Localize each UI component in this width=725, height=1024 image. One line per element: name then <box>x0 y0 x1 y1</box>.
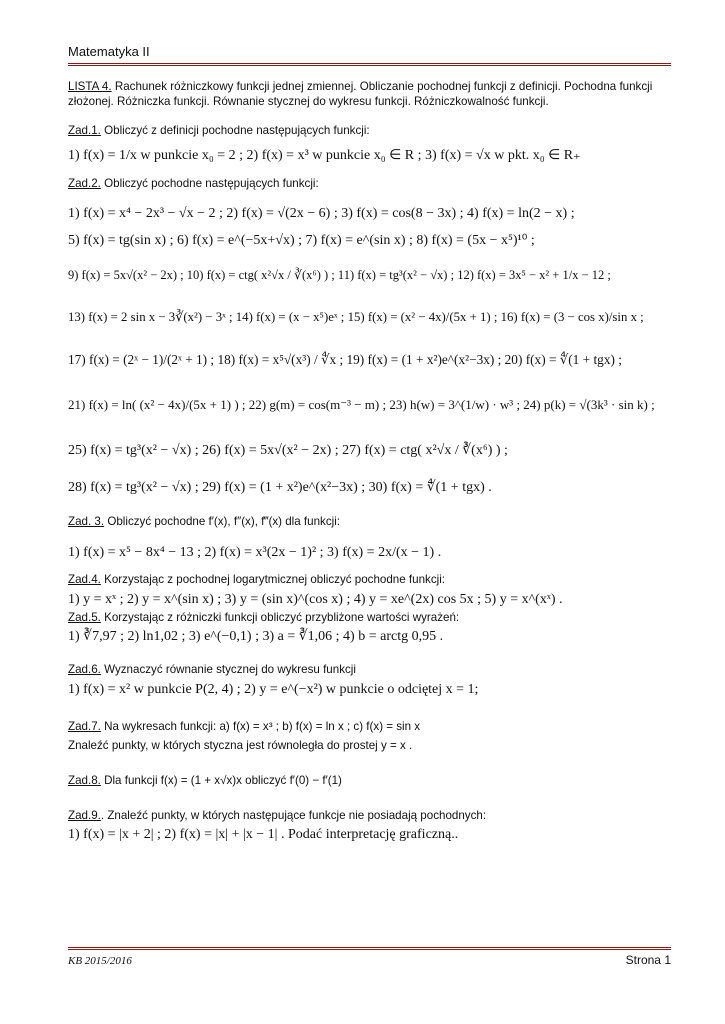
page-number: Strona 1 <box>625 953 671 967</box>
zad8-heading <box>68 773 673 788</box>
zad2-line-1: 1) f(x) = x⁴ − 2x³ − √x − 2 ; 2) f(x) = √(2x − 6) ; 3) f(x) = cos(8 − 3x) ; 4) f(x) = ln(2 − x) ; <box>68 206 575 221</box>
zad9-heading <box>68 808 673 823</box>
zad2-line-5: 17) f(x) = (2ˣ − 1)/(2ˣ + 1) ; 18) f(x) = x⁵√(x³) / ∜x ; 19) f(x) = (1 + x²)e^(x²−3x) ; 20) f(x) = ∜(1 + tgx) ; <box>68 352 622 367</box>
zad1-label: Zad.1. <box>68 124 101 137</box>
zad8-text: Dla funkcji f(x) = (1 + x√x)x obliczyć f′(0) − f′(1) <box>104 774 342 787</box>
zad1-heading <box>68 123 673 138</box>
header-rule <box>68 63 671 66</box>
zad4-line: 1) y = xˣ ; 2) y = x^(sin x) ; 3) y = (sin x)^(cos x) ; 4) y = xe^(2x) cos 5x ; 5) y = x^(xˣ) . <box>68 592 563 607</box>
zad2-line-4: 13) f(x) = 2 sin x − 3∛(x²) − 3ˣ ; 14) f(x) = (x − x⁵)eˣ ; 15) f(x) = (x² − 4x)/(5x + 1) ; 16) f(x) = (3 − cos x)/sin x ; <box>68 310 644 324</box>
intro <box>68 79 673 109</box>
zad9-line: 1) f(x) = |x + 2| ; 2) f(x) = |x| + |x − 1| . Podać interpretację graficzną.. <box>68 827 459 842</box>
zad7-text: Na wykresach funkcji: a) f(x) = x³ ; b) f(x) = ln x ; c) f(x) = sin x <box>104 720 421 733</box>
zad5-heading <box>68 610 673 625</box>
zad6-label: Zad.6. <box>68 663 101 676</box>
zad2-line-7: 25) f(x) = tg³(x² − √x) ; 26) f(x) = 5x√(x² − 2x) ; 27) f(x) = ctg( x²√x / ∛(x⁶) ) ; <box>68 443 508 458</box>
footer-rule <box>68 947 671 950</box>
zad2-label: Zad.2. <box>68 177 101 190</box>
intro-text: Rachunek różniczkowy funkcji jednej zmiennej. Obliczanie pochodnej funkcji z definicji. Pochodna funkcji złożonej. Różniczka funkcji. Równanie stycznej do wykresu funkcji. Różniczkowalność funkcji. <box>68 80 653 108</box>
zad1-text: Obliczyć z definicji pochodne następujących funkcji: <box>104 124 370 137</box>
zad5-text: Korzystając z różniczki funkcji obliczyć przybliżone wartości wyrażeń: <box>104 611 460 624</box>
zad2-line-3: 9) f(x) = 5x√(x² − 2x) ; 10) f(x) = ctg( x²√x / ∛(x⁶) ) ; 11) f(x) = tg³(x² − √x) ; 12) f(x) = 3x⁵ − x² + 1/x − 12 ; <box>68 268 611 282</box>
zad5-line: 1) ∛7,97 ; 2) ln1,02 ; 3) e^(−0,1) ; 3) a = ∛1,06 ; 4) b = arctg 0,95 . <box>68 629 444 644</box>
zad4-text: Korzystając z pochodnej logarytmicznej obliczyć pochodne funkcji: <box>104 573 446 586</box>
zad3-line: 1) f(x) = x⁵ − 8x⁴ − 13 ; 2) f(x) = x³(2x − 1)² ; 3) f(x) = 2x/(x − 1) . <box>68 545 442 560</box>
zad2-line-6: 21) f(x) = ln( (x² − 4x)/(5x + 1) ) ; 22) g(m) = cos(m⁻³ − m) ; 23) h(w) = 3^(1/w) · w³ ; 24) p(k) = √(3k³ · sin k) ; <box>68 397 655 412</box>
zad1-line: 1) f(x) = 1/x w punkcie x₀ = 2 ; 2) f(x) = x³ w punkcie x₀ ∈ R ; 3) f(x) = √x w pkt. x₀ ∈ R₊ <box>68 148 581 163</box>
zad8-label: Zad.8. <box>68 774 101 787</box>
zad2-heading <box>68 176 673 191</box>
zad4-heading <box>68 572 673 587</box>
zad6-text: Wyznaczyć równanie stycznej do wykresu funkcji <box>104 663 356 676</box>
intro-label: LISTA 4. <box>68 80 112 93</box>
zad2-text: Obliczyć pochodne następujących funkcji: <box>104 177 319 190</box>
zad4-label: Zad.4. <box>68 573 101 586</box>
page-header-title: Matematyka II <box>68 44 150 59</box>
zad6-line: 1) f(x) = x² w punkcie P(2, 4) ; 2) y = e^(−x²) w punkcie o odciętej x = 1; <box>68 682 479 697</box>
zad9-label: Zad.9. <box>68 809 101 822</box>
footer-left: KB 2015/2016 <box>68 955 132 967</box>
zad2-line-2: 5) f(x) = tg(sin x) ; 6) f(x) = e^(−5x+√x) ; 7) f(x) = e^(sin x) ; 8) f(x) = (5x − x⁵)¹⁰ ; <box>68 233 535 248</box>
zad2-line-8: 28) f(x) = tg³(x² − √x) ; 29) f(x) = (1 + x²)e^(x²−3x) ; 30) f(x) = ∜(1 + tgx) . <box>68 480 492 495</box>
zad9-text: . Znaleźć punkty, w których następujące funkcje nie posiadają pochodnych: <box>100 809 487 822</box>
zad3-heading <box>68 514 673 529</box>
zad7-line: Znaleźć punkty, w których styczna jest równoległa do prostej y = x . <box>68 739 413 752</box>
zad7-label: Zad.7. <box>68 720 101 733</box>
zad3-label: Zad. 3. <box>68 515 105 528</box>
zad6-heading <box>68 662 673 677</box>
zad7-heading <box>68 719 673 734</box>
zad3-text: Obliczyć pochodne f′(x), f″(x), f‴(x) dla funkcji: <box>107 515 340 528</box>
zad5-label: Zad.5. <box>68 611 101 624</box>
